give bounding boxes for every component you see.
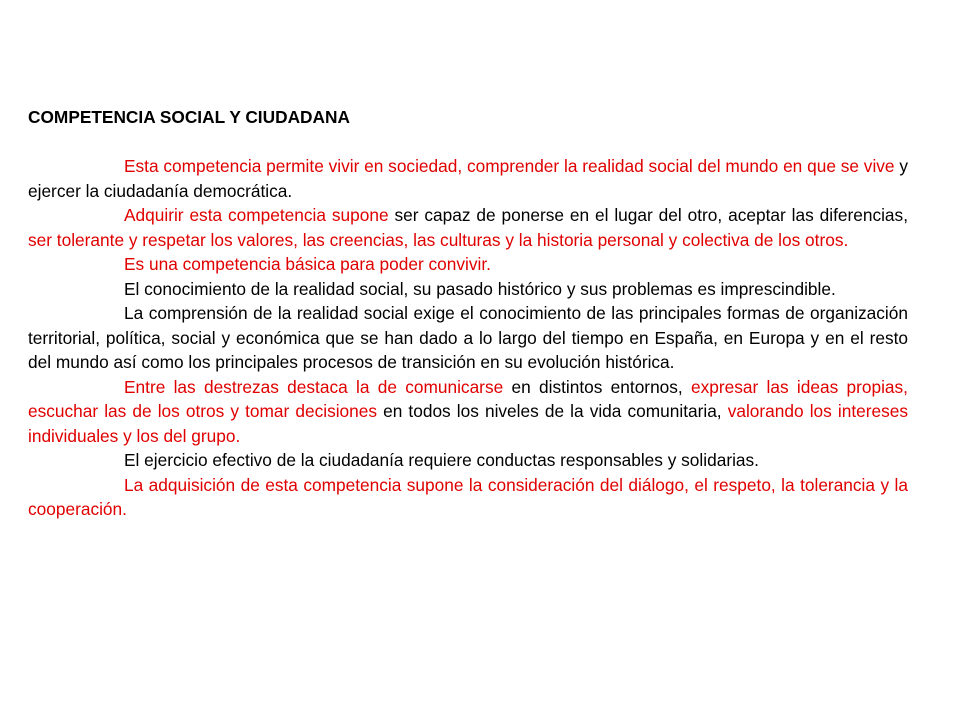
page-title: COMPETENCIA SOCIAL Y CIUDADANA (28, 107, 350, 127)
text-segment: Esta competencia permite vivir en sociedad, comprender la realidad social del mundo en que se vive (124, 156, 900, 176)
paragraph (28, 277, 908, 302)
text-segment: y ejercer la ciudadanía democrática. (28, 156, 908, 201)
text-segment: expresar las ideas propias, escuchar las de los otros y tomar decisiones (28, 376, 908, 421)
text-segment: en todos los niveles de la vida comunitaria, (377, 401, 728, 421)
text-segment: El conocimiento de la realidad social, su pasado histórico y sus problemas es imprescindible. (124, 278, 836, 299)
text-segment: ser tolerante y respetar los valores, las creencias, las culturas y la historia personal y colectiva de los otros. (28, 229, 849, 250)
paragraph (28, 448, 908, 473)
text-segment: ser capaz de ponerse en el lugar del otro, aceptar las diferencias, (394, 205, 908, 225)
paragraph (28, 252, 908, 277)
paragraph (28, 154, 908, 203)
text-segment: valorando los intereses individuales y los del grupo. (28, 401, 908, 446)
text-segment: Entre las destrezas destaca la de comunicarse (124, 376, 504, 397)
text-segment: La comprensión de la realidad social exige el conocimiento de las principales formas de organización territorial, política, social y económica que se han dado a lo largo del tiempo en España, en Europa y en el resto del mundo así como los principales procesos de transición en su evolución histórica. (28, 303, 908, 372)
paragraph (28, 301, 908, 375)
text-segment: El ejercicio efectivo de la ciudadanía requiere conductas responsables y solidarias. (124, 450, 759, 470)
text-segment: Adquirir esta competencia supone (124, 205, 395, 225)
spacer (28, 130, 908, 155)
text-segment: en distintos entornos, (503, 376, 692, 397)
paragraph (28, 473, 908, 522)
paragraph (28, 375, 908, 449)
paragraph (28, 203, 908, 252)
text-segment: La adquisición de esta competencia supone la consideración del diálogo, el respeto, la tolerancia y la cooperación. (28, 474, 908, 519)
slide-content (28, 105, 908, 522)
text-segment: Es una competencia básica para poder convivir. (124, 254, 491, 274)
